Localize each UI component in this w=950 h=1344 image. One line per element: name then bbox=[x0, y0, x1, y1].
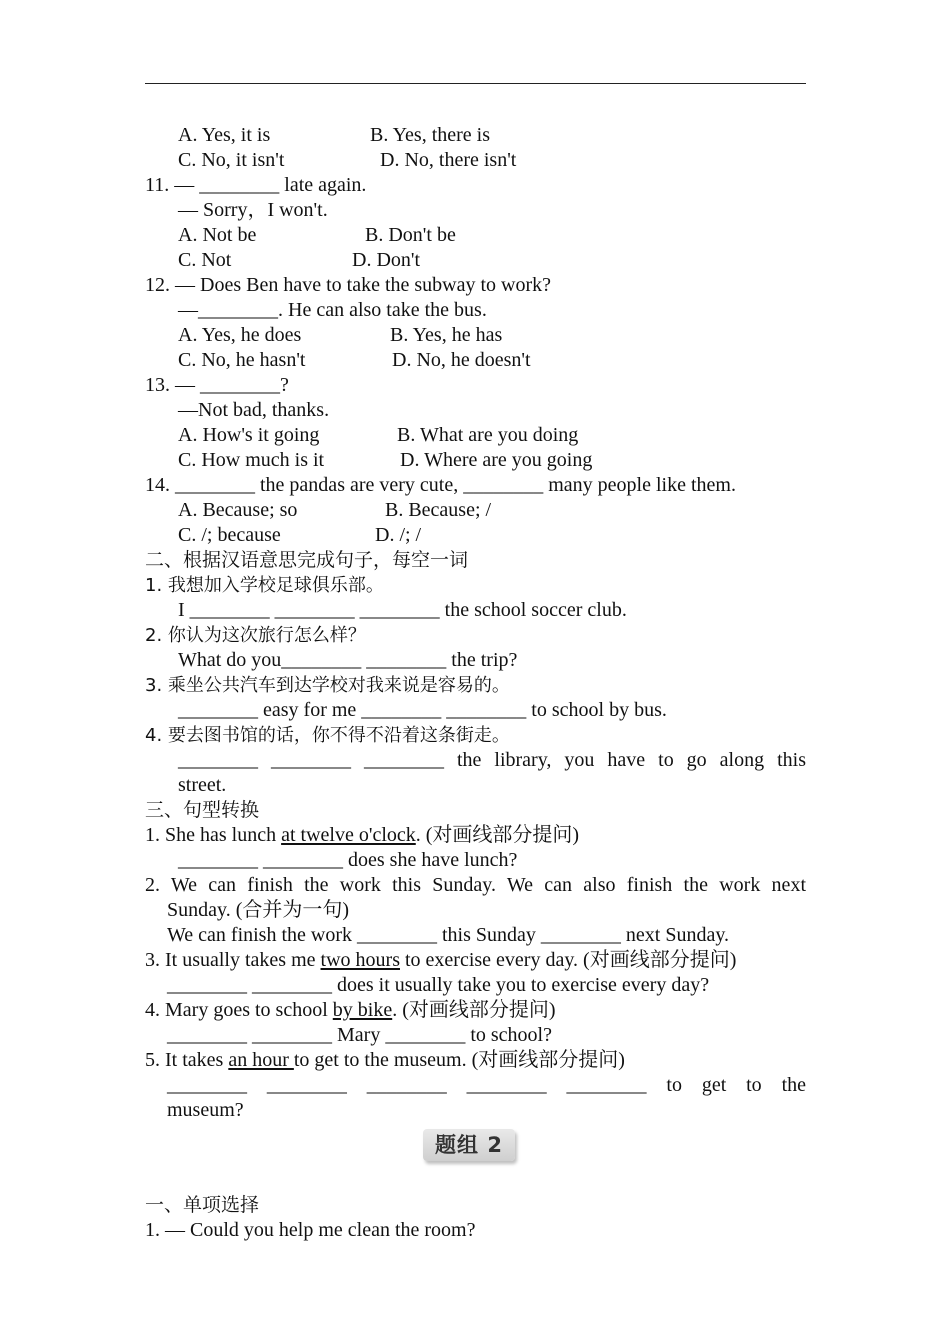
q13-option-d: D. Where are you going bbox=[400, 449, 593, 471]
q13-reply: —Not bad, thanks. bbox=[178, 399, 330, 421]
s2-item4-chinese: 4. 要去图书馆的话，你不得不沿着这条街走。 bbox=[145, 725, 510, 746]
q14-options-row1 bbox=[145, 498, 806, 523]
s2-item4-english-line2: street. bbox=[178, 774, 227, 796]
s2-item3-english: ________ easy for me ________ ________ to school by bus. bbox=[178, 699, 667, 721]
q13-option-a: A. How's it going bbox=[178, 424, 320, 446]
section3-heading: 三、句型转换 bbox=[145, 799, 260, 821]
q10-options-row1 bbox=[145, 123, 806, 148]
q11-options-row2 bbox=[145, 248, 806, 273]
s3-item3-answer: ________ ________ does it usually take you to exercise every day? bbox=[167, 974, 710, 996]
s3-item5-pre: 5. It takes bbox=[145, 1049, 229, 1071]
q13-options-row2 bbox=[145, 448, 806, 473]
worksheet-content bbox=[145, 123, 806, 1243]
s3-item4-post: . (对画线部分提问) bbox=[392, 999, 556, 1021]
q10-option-b: B. Yes, there is bbox=[370, 124, 491, 146]
q13-option-b: B. What are you doing bbox=[397, 424, 579, 446]
q13-options-row1 bbox=[145, 423, 806, 448]
s2-item4-english-line1: ________ ________ ________ the library, you have to go along this bbox=[178, 749, 806, 771]
q12-option-d: D. No, he doesn't bbox=[392, 349, 531, 371]
q13-stem: 13. — ________? bbox=[145, 374, 289, 396]
q11-option-a: A. Not be bbox=[178, 224, 257, 246]
s2-item1-english: I ________ ________ ________ the school soccer club. bbox=[178, 599, 627, 621]
q10-option-a: A. Yes, it is bbox=[178, 124, 271, 146]
s2-item1-chinese: 1. 我想加入学校足球俱乐部。 bbox=[145, 575, 384, 596]
s3-item5-post: to get to the museum. (对画线部分提问) bbox=[293, 1049, 625, 1071]
q12-options-row2 bbox=[145, 348, 806, 373]
q14-option-d: D. /; / bbox=[375, 524, 422, 546]
s3-item3-underlined: two hours bbox=[320, 949, 400, 971]
s3-item1-underlined: at twelve o'clock bbox=[281, 824, 416, 846]
s3-item5-answer-line1: ________ ________ ________ ________ ________ to get to the bbox=[167, 1074, 806, 1096]
q11-option-b: B. Don't be bbox=[365, 224, 456, 246]
q13-option-c: C. How much is it bbox=[178, 449, 325, 471]
s3-item5-sentence bbox=[145, 1048, 806, 1073]
section2-heading: 二、根据汉语意思完成句子，每空一词 bbox=[145, 549, 469, 571]
s2-item2-chinese: 2. 你认为这次旅行怎么样？ bbox=[145, 625, 366, 646]
q12-options-row1 bbox=[145, 323, 806, 348]
s3-item5-underlined: an hour bbox=[228, 1049, 294, 1071]
group2-q1-stem: 1. — Could you help me clean the room? bbox=[145, 1219, 476, 1241]
s3-item2-answer: We can finish the work ________ this Sunday ________ next Sunday. bbox=[167, 924, 730, 946]
s3-item4-sentence bbox=[145, 998, 806, 1023]
s3-item5-answer-line2: museum? bbox=[167, 1099, 244, 1121]
group2-badge: 题组 2 bbox=[423, 1129, 515, 1161]
q14-stem: 14. ________ the pandas are very cute, ________ many people like them. bbox=[145, 474, 736, 496]
q14-option-b: B. Because; / bbox=[385, 499, 492, 521]
group2-section1-heading: 一、单项选择 bbox=[145, 1194, 260, 1216]
s3-item3-pre: 3. It usually takes me bbox=[145, 949, 321, 971]
q14-options-row2 bbox=[145, 523, 806, 548]
q10-option-c: C. No, it isn't bbox=[178, 149, 285, 171]
s2-item3-chinese: 3. 乘坐公共汽车到达学校对我来说是容易的。 bbox=[145, 675, 510, 696]
q12-stem: 12. — Does Ben have to take the subway to work? bbox=[145, 274, 552, 296]
q11-option-d: D. Don't bbox=[352, 249, 421, 271]
group2-badge-area bbox=[145, 1123, 806, 1193]
s3-item4-pre: 4. Mary goes to school bbox=[145, 999, 333, 1021]
s3-item4-answer: ________ ________ Mary ________ to school? bbox=[167, 1024, 552, 1046]
s3-item1-post: . (对画线部分提问) bbox=[415, 824, 580, 846]
q11-reply: — Sorry，I won't. bbox=[178, 199, 328, 221]
s3-item1-sentence bbox=[145, 823, 806, 848]
q12-option-b: B. Yes, he has bbox=[390, 324, 503, 346]
q11-option-c: C. Not bbox=[178, 249, 232, 271]
s3-item2-line1: 2. We can finish the work this Sunday. We can also finish the work next bbox=[145, 874, 806, 896]
q11-options-row1 bbox=[145, 223, 806, 248]
s2-item2-english: What do you________ ________ the trip? bbox=[178, 649, 518, 671]
q14-option-c: C. /; because bbox=[178, 524, 281, 546]
q12-option-c: C. No, he hasn't bbox=[178, 349, 306, 371]
s3-item3-post: to exercise every day. (对画线部分提问) bbox=[399, 949, 737, 971]
s3-item4-underlined: by bike bbox=[332, 999, 393, 1021]
header-rule bbox=[145, 83, 806, 84]
s3-item2-line2: Sunday. (合并为一句) bbox=[167, 899, 350, 921]
q12-option-a: A. Yes, he does bbox=[178, 324, 302, 346]
s3-item1-answer: ________ ________ does she have lunch? bbox=[178, 849, 518, 871]
s3-item3-sentence bbox=[145, 948, 806, 973]
q14-option-a: A. Because; so bbox=[178, 499, 298, 521]
q11-stem: 11. — ________ late again. bbox=[145, 174, 367, 196]
q12-reply: —________. He can also take the bus. bbox=[178, 299, 487, 321]
q10-options-row2 bbox=[145, 148, 806, 173]
s3-item1-pre: 1. She has lunch bbox=[145, 824, 282, 846]
q10-option-d: D. No, there isn't bbox=[380, 149, 517, 171]
